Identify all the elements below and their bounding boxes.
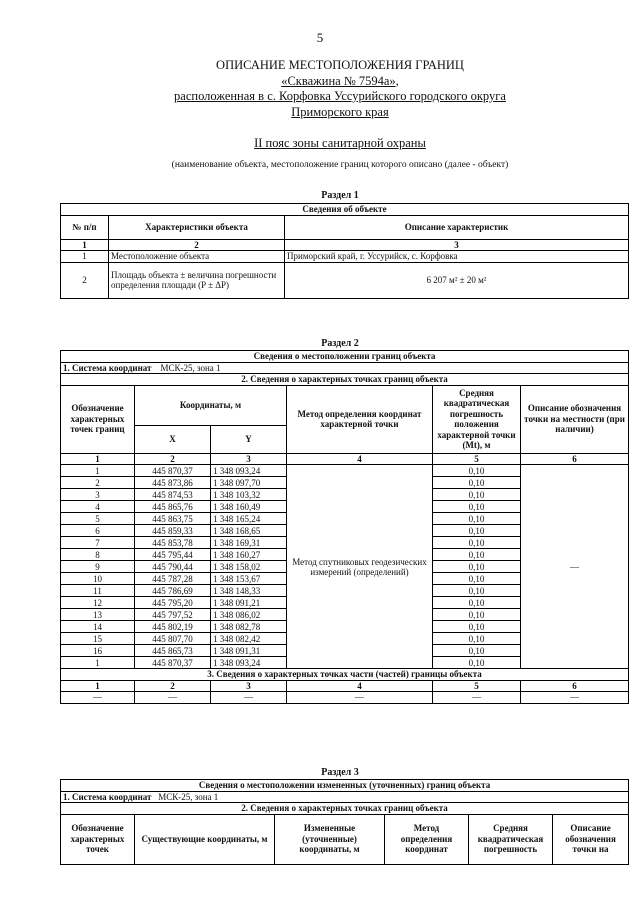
point-number: 6 xyxy=(61,525,135,537)
point-x: 445 853,78 xyxy=(135,537,211,549)
point-x: 445 873,86 xyxy=(135,477,211,489)
col-header-num: № п/п xyxy=(61,215,109,239)
point-x: 445 795,20 xyxy=(135,597,211,609)
point-y: 1 348 168,65 xyxy=(211,525,287,537)
point-number: 16 xyxy=(61,645,135,657)
point-x: 445 859,33 xyxy=(135,525,211,537)
point-y: 1 348 103,32 xyxy=(211,489,287,501)
col-number: 2 xyxy=(135,680,211,692)
point-accuracy: 0,10 xyxy=(433,657,521,669)
point-y: 1 348 093,24 xyxy=(211,465,287,477)
point-y: 1 348 160,49 xyxy=(211,501,287,513)
point-y: 1 348 169,31 xyxy=(211,537,287,549)
coord-system-value: МСК-25, зона 1 xyxy=(160,362,221,373)
col-number: 6 xyxy=(521,453,629,465)
points-subheader: 2. Сведения о характерных точках границ объекта xyxy=(61,803,629,815)
point-x: 445 865,76 xyxy=(135,501,211,513)
col-description: Описание обозначения точки на местности (при наличии) xyxy=(521,385,629,453)
point-accuracy: 0,10 xyxy=(433,573,521,585)
col-accuracy: Средняя квадратическая погрешность xyxy=(469,814,553,864)
point-accuracy: 0,10 xyxy=(433,489,521,501)
col-number: 1 xyxy=(61,239,109,251)
point-y: 1 348 148,33 xyxy=(211,585,287,597)
dash-cell: — xyxy=(433,692,521,704)
coord-system-row xyxy=(61,791,629,803)
point-x: 445 807,70 xyxy=(135,633,211,645)
col-x: X xyxy=(135,425,211,453)
point-number: 10 xyxy=(61,573,135,585)
point-number: 3 xyxy=(61,489,135,501)
section2-label: Раздел 2 xyxy=(321,338,359,349)
title-line-4: Приморского края xyxy=(291,104,389,119)
point-x: 445 874,53 xyxy=(135,489,211,501)
point-y: 1 348 165,24 xyxy=(211,513,287,525)
point-number: 12 xyxy=(61,597,135,609)
dash-cell: — xyxy=(521,692,629,704)
point-x: 445 863,75 xyxy=(135,513,211,525)
table-row xyxy=(61,262,629,298)
changed-boundaries-table xyxy=(60,779,629,865)
point-y: 1 348 082,78 xyxy=(211,621,287,633)
row-name: Местоположение объекта xyxy=(109,251,285,263)
boundary-points-table xyxy=(60,350,629,704)
point-y: 1 348 082,42 xyxy=(211,633,287,645)
point-y: 1 348 153,67 xyxy=(211,573,287,585)
col-point: Обозначение характерных точек xyxy=(61,814,135,864)
point-number: 8 xyxy=(61,549,135,561)
col-method: Метод определения координат характерной точки xyxy=(287,385,433,453)
section1-label: Раздел 1 xyxy=(321,190,359,201)
col-changed: Измененные (уточненные) координаты, м xyxy=(275,814,385,864)
point-number: 1 xyxy=(61,657,135,669)
point-x: 445 786,69 xyxy=(135,585,211,597)
point-number: 11 xyxy=(61,585,135,597)
section1-header: Сведения об объекте xyxy=(61,204,629,216)
point-x: 445 797,52 xyxy=(135,609,211,621)
row-num: 1 xyxy=(61,251,109,263)
point-y: 1 348 091,31 xyxy=(211,645,287,657)
point-x: 445 870,37 xyxy=(135,657,211,669)
col-header-description: Описание характеристик xyxy=(285,215,629,239)
title-line-1: ОПИСАНИЕ МЕСТОПОЛОЖЕНИЯ ГРАНИЦ xyxy=(216,58,464,72)
point-x: 445 865,73 xyxy=(135,645,211,657)
col-number: 3 xyxy=(285,239,629,251)
table-row xyxy=(61,692,629,704)
page-number: 5 xyxy=(316,30,324,45)
col-y: Y xyxy=(211,425,287,453)
parts-subheader: 3. Сведения о характерных точках части (частей) границы объекта xyxy=(61,669,629,681)
col-number: 3 xyxy=(211,680,287,692)
col-point: Обозначение характерных точек границ xyxy=(61,385,135,453)
point-number: 9 xyxy=(61,561,135,573)
coord-system-row xyxy=(61,362,629,374)
col-header-characteristics: Характеристики объекта xyxy=(109,215,285,239)
coord-system-value: МСК-25, зона 1 xyxy=(158,791,219,802)
table-row xyxy=(61,251,629,263)
point-accuracy: 0,10 xyxy=(433,525,521,537)
point-accuracy: 0,10 xyxy=(433,633,521,645)
points-subheader: 2. Сведения о характерных точках границ объекта xyxy=(61,374,629,386)
point-x: 445 870,37 xyxy=(135,465,211,477)
point-x: 445 787,28 xyxy=(135,573,211,585)
row-value: 6 207 м² ± 20 м² xyxy=(285,262,629,298)
section3-header: Сведения о местоположении измененных (уточненных) границ объекта xyxy=(61,780,629,792)
col-accuracy: Средняя квадратическая погрешность положения характерной точки (Mt), м xyxy=(433,385,521,453)
point-accuracy: 0,10 xyxy=(433,645,521,657)
point-x: 445 790,44 xyxy=(135,561,211,573)
title-line-3: расположенная в с. Корфовка Уссурийского городского округа xyxy=(174,89,506,103)
row-value: Приморский край, г. Уссурийск, с. Корфовка xyxy=(285,251,629,263)
point-x: 445 802,19 xyxy=(135,621,211,633)
col-number: 1 xyxy=(61,680,135,692)
row-num: 2 xyxy=(61,262,109,298)
point-accuracy: 0,10 xyxy=(433,609,521,621)
point-number: 7 xyxy=(61,537,135,549)
point-accuracy: 0,10 xyxy=(433,501,521,513)
point-number: 15 xyxy=(61,633,135,645)
col-number: 5 xyxy=(433,453,521,465)
point-accuracy: 0,10 xyxy=(433,561,521,573)
object-info-table xyxy=(60,203,629,299)
point-accuracy: 0,10 xyxy=(433,513,521,525)
point-y: 1 348 093,24 xyxy=(211,657,287,669)
dash-cell: — xyxy=(211,692,287,704)
dash-cell: — xyxy=(287,692,433,704)
point-accuracy: 0,10 xyxy=(433,597,521,609)
point-number: 14 xyxy=(61,621,135,633)
point-x: 445 795,44 xyxy=(135,549,211,561)
col-number: 1 xyxy=(61,453,135,465)
point-accuracy: 0,10 xyxy=(433,585,521,597)
point-number: 1 xyxy=(61,465,135,477)
point-y: 1 348 160,27 xyxy=(211,549,287,561)
point-y: 1 348 097,70 xyxy=(211,477,287,489)
point-y: 1 348 091,21 xyxy=(211,597,287,609)
table-row xyxy=(61,465,629,477)
point-accuracy: 0,10 xyxy=(433,477,521,489)
col-existing: Существующие координаты, м xyxy=(135,814,275,864)
dash-cell: — xyxy=(61,692,135,704)
col-description: Описание обозначения точки на xyxy=(553,814,629,864)
section3-label: Раздел 3 xyxy=(321,767,359,778)
point-y: 1 348 086,02 xyxy=(211,609,287,621)
col-number: 2 xyxy=(109,239,285,251)
col-number: 4 xyxy=(287,453,433,465)
coord-system-label: 1. Система координат xyxy=(63,362,152,373)
method-cell: Метод спутниковых геодезических измерений (определений) xyxy=(287,465,433,669)
col-method: Метод определения координат xyxy=(385,814,469,864)
col-number: 3 xyxy=(211,453,287,465)
point-number: 2 xyxy=(61,477,135,489)
col-number: 2 xyxy=(135,453,211,465)
row-name: Площадь объекта ± величина погрешности определения площади (P ± ΔP) xyxy=(109,262,285,298)
col-number: 5 xyxy=(433,680,521,692)
section2-header: Сведения о местоположении границ объекта xyxy=(61,351,629,363)
document-title xyxy=(120,58,560,120)
col-number: 6 xyxy=(521,680,629,692)
point-accuracy: 0,10 xyxy=(433,549,521,561)
object-note: (наименование объекта, местоположение границ которого описано (далее - объект) xyxy=(171,160,509,170)
point-number: 13 xyxy=(61,609,135,621)
description-cell: — xyxy=(521,465,629,669)
point-accuracy: 0,10 xyxy=(433,465,521,477)
point-number: 4 xyxy=(61,501,135,513)
coord-system-label: 1. Система координат xyxy=(63,791,152,802)
col-number: 4 xyxy=(287,680,433,692)
point-accuracy: 0,10 xyxy=(433,621,521,633)
document-subtitle: II пояс зоны санитарной охраны xyxy=(254,136,426,150)
point-y: 1 348 158,02 xyxy=(211,561,287,573)
title-line-2: «Скважина № 7594а», xyxy=(281,73,399,88)
point-accuracy: 0,10 xyxy=(433,537,521,549)
col-coords: Координаты, м xyxy=(135,385,287,425)
dash-cell: — xyxy=(135,692,211,704)
point-number: 5 xyxy=(61,513,135,525)
